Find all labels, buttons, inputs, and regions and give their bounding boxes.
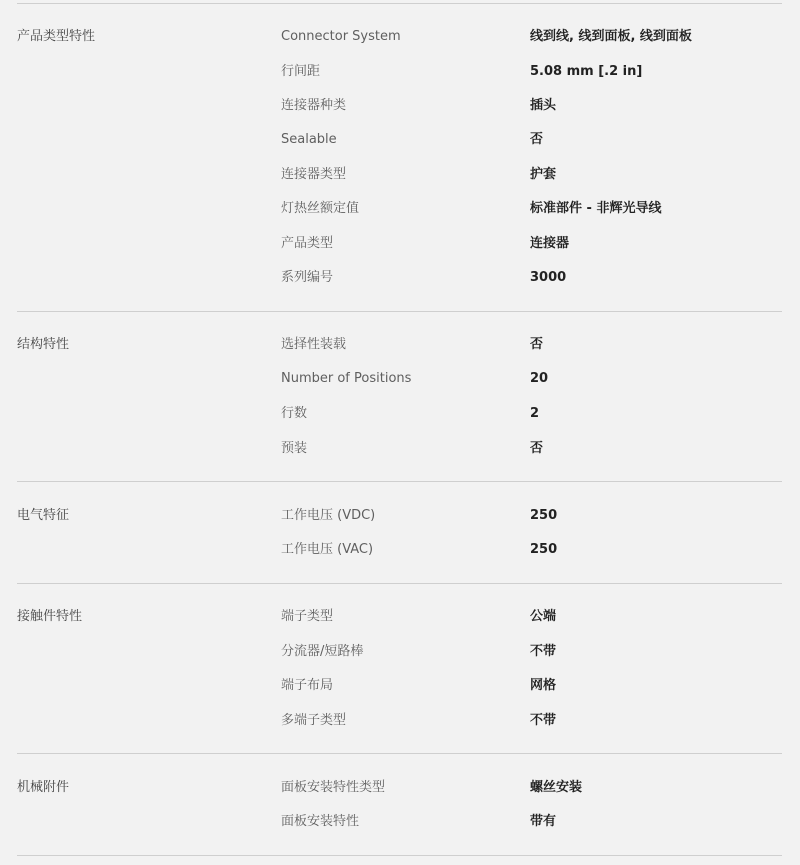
attr-label: 端子类型: [281, 609, 334, 624]
attr-label: 选择性装载: [281, 337, 347, 352]
attr-label: 行数: [281, 406, 308, 421]
divider: [17, 753, 782, 754]
attr-value: 否: [530, 441, 544, 456]
attr-label: 工作电压 (VDC): [281, 508, 376, 523]
attr-label: 面板安装特性: [281, 814, 360, 829]
attr-value: 3000: [530, 270, 567, 285]
attr-label: Number of Positions: [281, 371, 412, 386]
attr-label: 连接器种类: [281, 98, 347, 113]
section-title-product-type: 产品类型特性: [17, 29, 96, 44]
attr-value: 连接器: [530, 236, 570, 251]
attr-label: 连接器类型: [281, 167, 347, 182]
attr-value: 不带: [530, 713, 557, 728]
section-title-electrical: 电气特征: [17, 508, 70, 523]
attr-value: 2: [530, 406, 540, 421]
divider: [17, 3, 782, 4]
attr-value: 标准部件 - 非辉光导线: [530, 201, 662, 216]
attr-label: 多端子类型: [281, 713, 347, 728]
attr-value: 螺丝安装: [530, 780, 583, 795]
attr-label: 端子布局: [281, 678, 334, 693]
divider: [17, 481, 782, 482]
attr-value: 250: [530, 542, 558, 557]
attr-value: 公端: [530, 609, 557, 624]
attr-value: 不带: [530, 644, 557, 659]
attr-value: 5.08 mm [.2 in]: [530, 64, 643, 79]
divider: [17, 311, 782, 312]
attr-label: 系列编号: [281, 270, 334, 285]
attr-label: 面板安装特性类型: [281, 780, 386, 795]
attr-value: 插头: [530, 98, 557, 113]
attr-label: 灯热丝额定值: [281, 201, 360, 216]
attr-value: 带有: [530, 814, 557, 829]
attr-label: Sealable: [281, 132, 337, 147]
attr-label: 分流器/短路棒: [281, 644, 364, 659]
section-title-structure: 结构特性: [17, 337, 70, 352]
attr-value: 否: [530, 132, 544, 147]
attr-value: 网格: [530, 678, 557, 693]
attr-value: 250: [530, 508, 558, 523]
attr-label: 行间距: [281, 64, 321, 79]
divider: [17, 583, 782, 584]
attr-label: 工作电压 (VAC): [281, 542, 374, 557]
attr-value: 否: [530, 337, 544, 352]
attr-label: Connector System: [281, 29, 401, 44]
attr-value: 线到线, 线到面板, 线到面板: [530, 29, 692, 44]
attr-label: 预装: [281, 441, 308, 456]
section-title-contact: 接触件特性: [17, 609, 83, 624]
section-title-mechanical: 机械附件: [17, 780, 70, 795]
attr-label: 产品类型: [281, 236, 334, 251]
attr-value: 20: [530, 371, 549, 386]
divider: [17, 855, 782, 856]
attr-value: 护套: [530, 167, 557, 182]
